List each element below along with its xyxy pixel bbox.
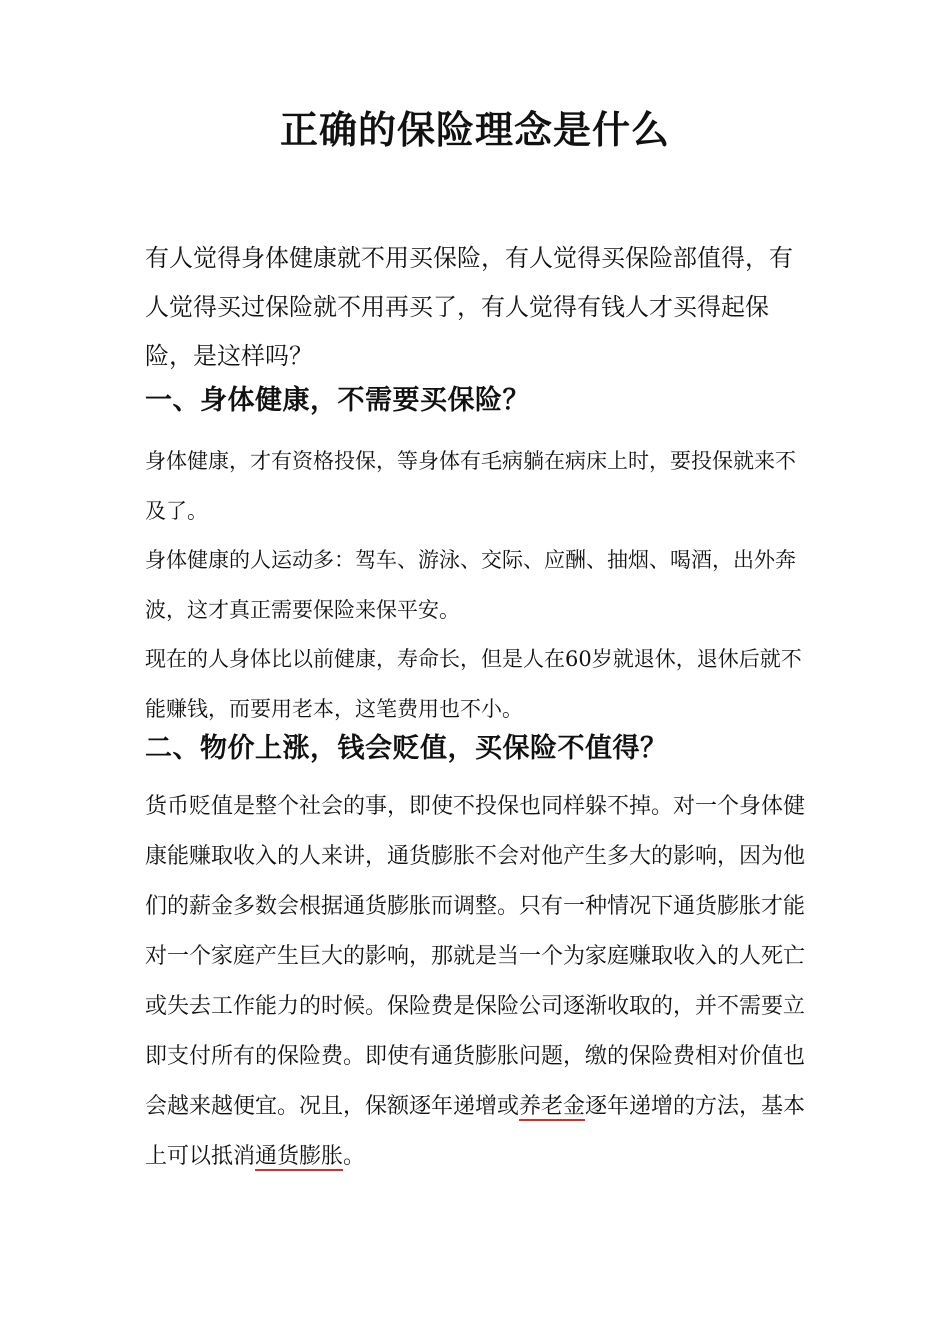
section-2-text-part-3: 。 [343, 1144, 366, 1169]
section-2-text-part-2: 逐年递增的方法，基本上可以抵消 [145, 1094, 806, 1169]
section-2-paragraph [145, 782, 810, 1182]
section-1-paragraph-2: 身体健康的人运动多：驾车、游泳、交际、应酬、抽烟、喝酒，出外奔波，这才真正需要保险来保平安。 [145, 548, 796, 622]
section-1-paragraph-3: 现在的人身体比以前健康，寿命长，但是人在60岁就退休，退休后就不能赚钱，而要用老本，这笔费用也不小。 [145, 647, 802, 721]
section-1-heading: 一、身体健康，不需要买保险？ [145, 385, 530, 416]
page-title: 正确的保险理念是什么 [279, 108, 670, 152]
section-1-paragraph-1: 身体健康，才有资格投保，等身体有毛病躺在病床上时，要投保就来不及了。 [145, 449, 796, 523]
spellcheck-underline-inflation: 通货膨胀 [255, 1144, 344, 1169]
section-2-heading: 二、物价上涨，钱会贬值，买保险不值得？ [145, 733, 668, 764]
section-2-text-part-1: 货币贬值是整个社会的事，即使不投保也同样躲不掉。对一个身体健康能赚取收入的人来讲，通货膨胀不会对他产生多大的影响，因为他们的薪金多数会根据通货膨胀而调整。只有一种情况下通货膨胀才能对一个家庭产生巨大的影响，那就是当一个为家庭赚取收入的人死亡或失去工作能力的时候。保险费是保险公司逐渐收取的，并不需要立即支付所有的保险费。即使有通货膨胀问题，缴的保险费相对价值也会越来越便宜。况且，保额逐年递增或 [145, 794, 806, 1119]
intro-paragraph: 有人觉得身体健康就不用买保险，有人觉得买保险部值得，有人觉得买过保险就不用再买了，有人觉得有钱人才买得起保险，是这样吗？ [145, 244, 793, 370]
spellcheck-underline-pension: 养老金 [519, 1094, 586, 1119]
